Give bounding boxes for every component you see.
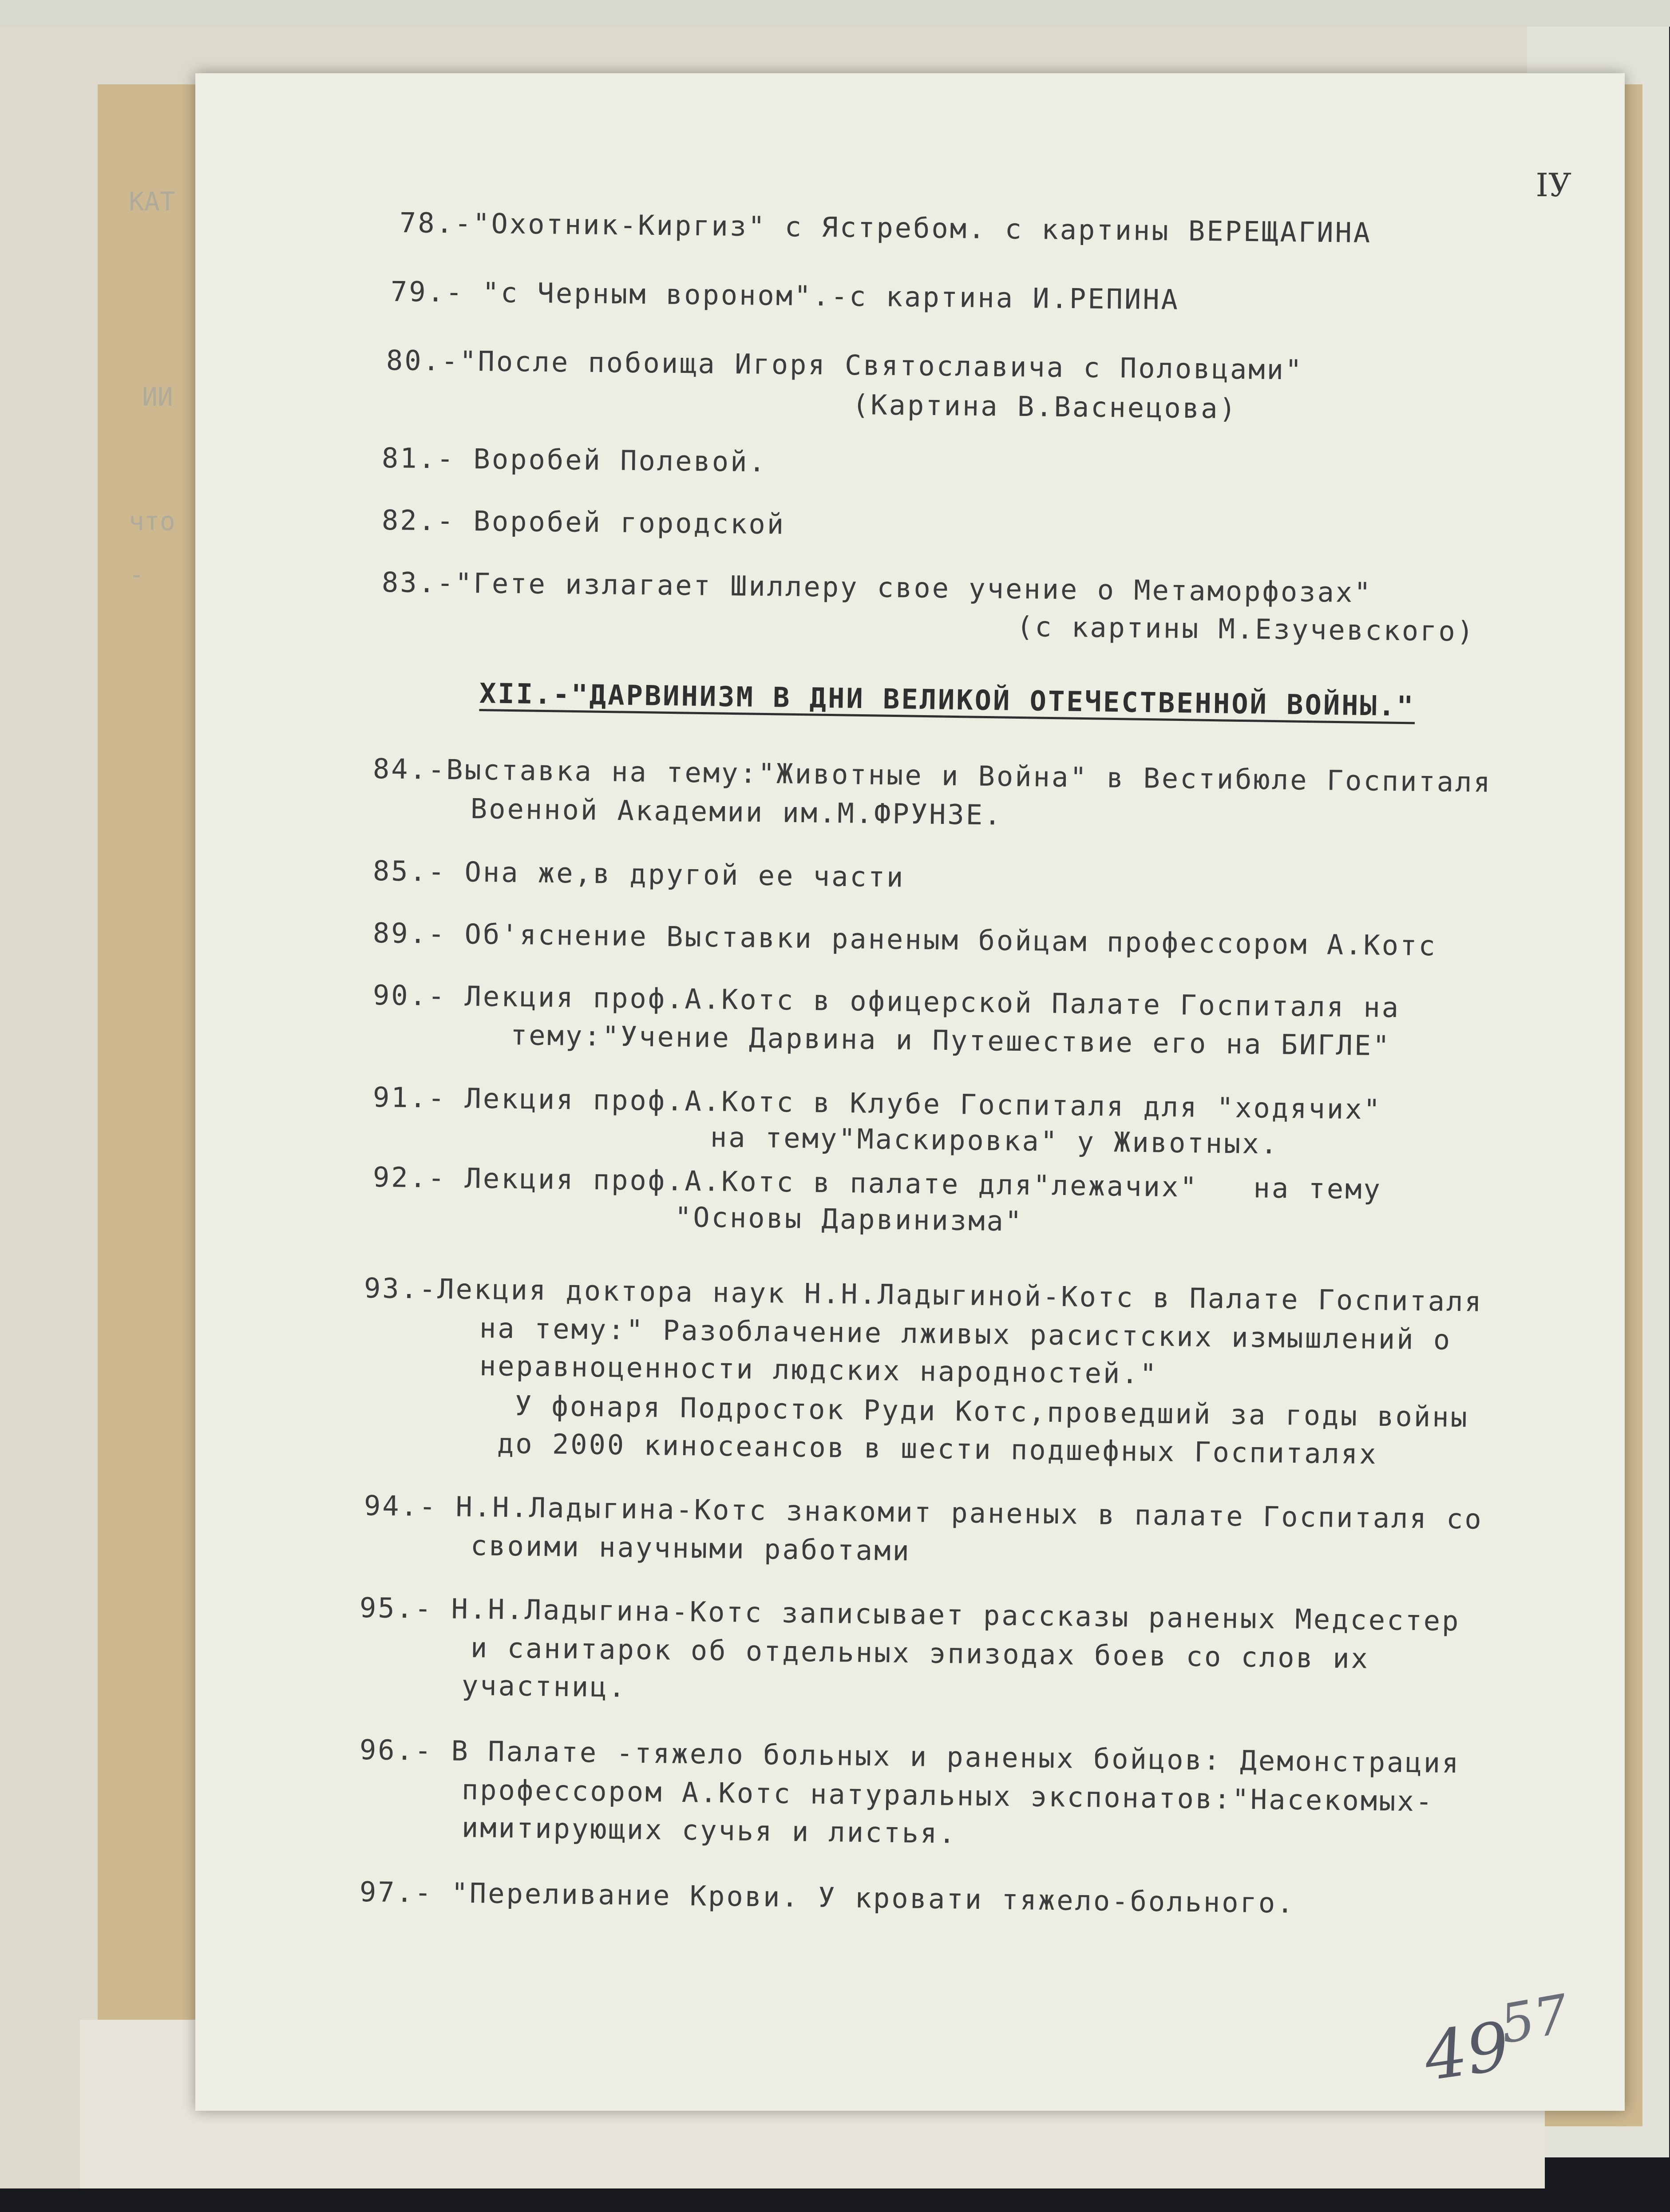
- entry-line: (Картина В.Васнецова): [852, 388, 1238, 425]
- entry-line: (с картины М.Езучевского): [1016, 610, 1476, 648]
- entry-line: 79.- "с Черным вороном".-с картина И.РЕПИНА: [390, 275, 1180, 316]
- background-sheet-top: [0, 0, 1670, 27]
- entry-line: на тему"Маскировка" у Животных.: [710, 1121, 1279, 1160]
- document-page: [195, 73, 1625, 2111]
- entry-line: 82.- Воробей городской: [381, 504, 786, 541]
- entry-line: 96.- В Палате -тяжело больных и раненых бойцов: Демонстрация: [359, 1733, 1460, 1780]
- entry-line: 83.-"Гете излагает Шиллеру свое учение о Метаморфозах": [381, 566, 1373, 609]
- entry-line: 97.- "Переливание Крови. У кровати тяжело-больного.: [359, 1876, 1295, 1919]
- entry-line: неравноценности людских народностей.": [479, 1349, 1159, 1390]
- entry-line: профессором А.Котс натуральных экспонатов:"Насекомых-: [461, 1773, 1434, 1818]
- entry-line: 94.- Н.Н.Ладыгина-Котс знакомит раненых в палате Госпиталя со: [364, 1489, 1484, 1535]
- entry-line: и санитарок об отдельных эпизодах боев со слов их: [470, 1631, 1370, 1675]
- entry-line: "Основы Дарвинизма": [674, 1201, 1024, 1238]
- handwritten-page-number: 49: [1419, 2007, 1515, 2096]
- entry-line: до 2000 киносеансов в шести подшефных Госпиталях: [497, 1427, 1378, 1471]
- ghost-text: КАТ: [129, 186, 175, 217]
- ghost-text: -: [129, 559, 144, 590]
- entry-line: 95.- Н.Н.Ладыгина-Котс записывает рассказы раненых Медсестер: [359, 1591, 1460, 1638]
- entry-line: 93.-Лекция доктора наук Н.Н.Ладыгиной-Котс в Палате Госпиталя: [364, 1272, 1484, 1318]
- entry-line: 90.- Лекция проф.А.Котс в офицерской Палате Госпиталя на: [372, 979, 1401, 1024]
- entry-line: тему:"Учение Дарвина и Путешествие его на БИГЛЕ": [510, 1019, 1392, 1062]
- entry-line: 81.- Воробей Полевой.: [381, 442, 768, 479]
- entry-line: 91.- Лекция проф.А.Котс в Клубе Госпиталя для "ходячих": [372, 1081, 1382, 1126]
- entry-line: У фонаря Подросток Руди Котс,проведший за годы войны: [514, 1389, 1469, 1434]
- ghost-text: что: [129, 506, 175, 536]
- ghost-text: ИИ: [142, 382, 173, 412]
- entry-line: на тему:" Разоблачение лживых расистских измышлений о: [479, 1312, 1452, 1356]
- entry-line: 78.-"Охотник-Киргиз" с Ястребом. с картины ВЕРЕЩАГИНА: [399, 206, 1372, 249]
- entry-line: 80.-"После побоища Игоря Святославича с Половцами": [386, 344, 1304, 386]
- entry-line: 92.- Лекция проф.А.Котс в палате для"лежачих" на тему: [372, 1161, 1382, 1206]
- entry-line: имитирующих сучья и листья.: [461, 1811, 958, 1850]
- entry-line: 85.- Она же,в другой ее части: [372, 855, 905, 894]
- section-heading: XII.-"ДАРВИНИЗМ В ДНИ ВЕЛИКОЙ ОТЕЧЕСТВЕННОЙ ВОЙНЫ.": [479, 677, 1415, 723]
- entry-line: участниц.: [461, 1669, 627, 1704]
- entry-line: Военной Академии им.М.ФРУНЗЕ.: [470, 792, 1003, 831]
- entry-line: 89.- Об'яснение Выставки раненым бойцам профессором А.Котс: [372, 917, 1437, 962]
- entry-line: своими научными работами: [470, 1529, 911, 1567]
- page-label: IУ: [1535, 166, 1571, 204]
- entry-line: 84.-Выставка на тему:"Животные и Война" в Вестибюле Госпиталя: [372, 752, 1492, 799]
- handwritten-page-number-back: 57: [1496, 1983, 1573, 2056]
